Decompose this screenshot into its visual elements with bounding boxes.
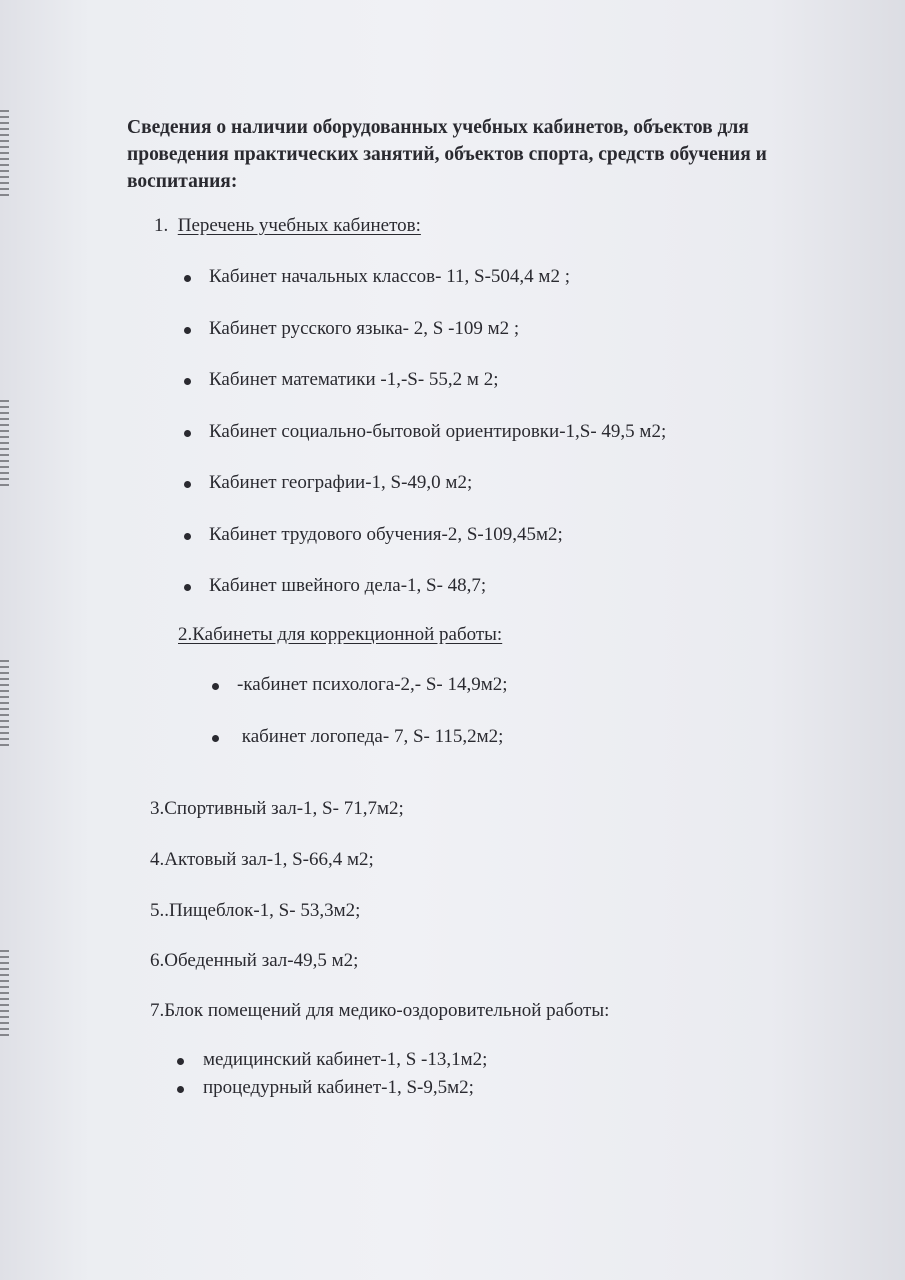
- list-item-classroom: Кабинет трудового обучения-2, S-109,45м2;: [209, 524, 563, 545]
- section-1-title: Перечень учебных кабинетов:: [177, 215, 421, 236]
- bullet-icon: [212, 683, 219, 690]
- bullet-icon: [184, 430, 191, 437]
- bullet-icon: [212, 735, 219, 742]
- section-5-line: 5..Пищеблок-1, S- 53,3м2;: [150, 900, 361, 921]
- bullet-icon: [184, 584, 191, 591]
- document-heading: Сведения о наличии оборудованных учебных кабинетов, объектов для проведения практических занятий, объектов спорта, средств обучения и воспитания:: [127, 117, 767, 192]
- list-item-medical-room: медицинский кабинет-1, S -13,1м2;: [203, 1049, 488, 1070]
- section-1-heading: [154, 215, 421, 237]
- section-1-number: 1.: [154, 215, 169, 236]
- section-3-line: 3.Спортивный зал-1, S- 71,7м2;: [150, 798, 404, 819]
- section-4-line: 4.Актовый зал-1, S-66,4 м2;: [150, 849, 374, 870]
- list-item-classroom: Кабинет начальных классов- 11, S-504,4 м2 ;: [209, 266, 570, 287]
- list-item-classroom: Кабинет швейного дела-1, S- 48,7;: [209, 575, 487, 596]
- bullet-icon: [184, 481, 191, 488]
- section-2-heading: 2.Кабинеты для коррекционной работы:: [178, 624, 503, 645]
- list-item-classroom: Кабинет социально-бытовой ориентировки-1,S- 49,5 м2;: [209, 421, 667, 442]
- list-item-classroom: Кабинет географии-1, S-49,0 м2;: [209, 472, 473, 493]
- section-7-line: 7.Блок помещений для медико-оздоровительной работы:: [150, 1000, 610, 1021]
- list-item-classroom: Кабинет математики -1,-S- 55,2 м 2;: [209, 369, 499, 390]
- bullet-icon: [184, 327, 191, 334]
- section-6-line: 6.Обеденный зал-49,5 м2;: [150, 950, 359, 971]
- bullet-icon: [184, 533, 191, 540]
- list-item-medical-room: процедурный кабинет-1, S-9,5м2;: [203, 1077, 474, 1098]
- bullet-icon: [184, 275, 191, 282]
- list-item-correction-room: -кабинет психолога-2,- S- 14,9м2;: [237, 674, 508, 695]
- bullet-icon: [184, 378, 191, 385]
- binding-perforation: [0, 0, 10, 1280]
- list-item-classroom: Кабинет русского языка- 2, S -109 м2 ;: [209, 318, 520, 339]
- bullet-icon: [177, 1058, 184, 1065]
- list-item-correction-room: кабинет логопеда- 7, S- 115,2м2;: [237, 726, 504, 747]
- bullet-icon: [177, 1086, 184, 1093]
